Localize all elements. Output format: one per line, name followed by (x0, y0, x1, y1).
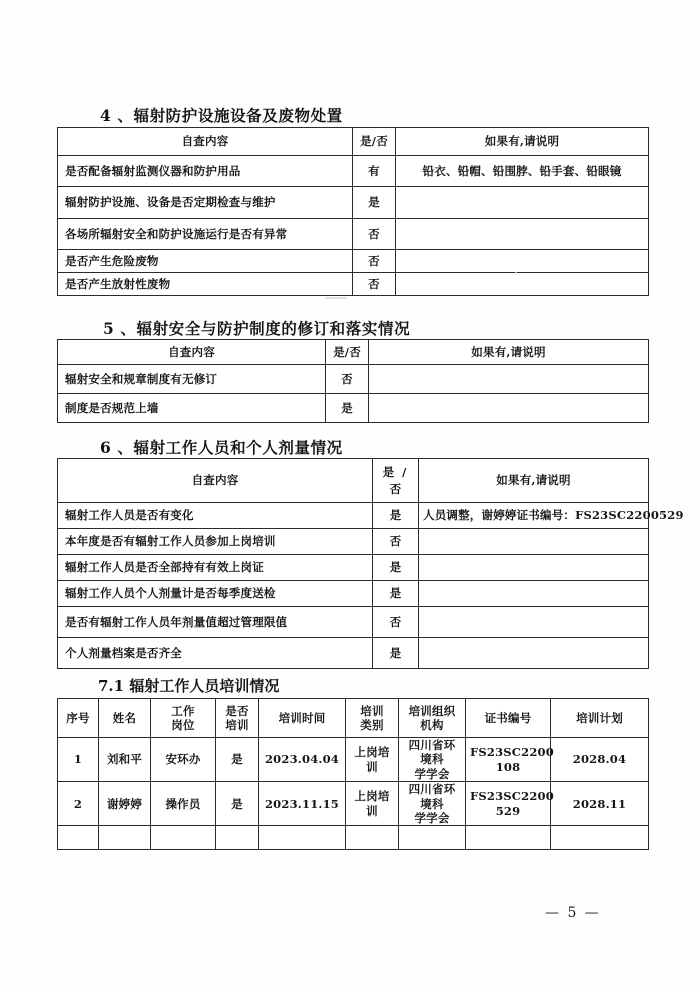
row-item: 辐射工作人员个人剂量计是否每季度送检 (58, 581, 373, 607)
cell-type-line2: 训 (366, 759, 378, 774)
col-header-yesno: 是/否 (353, 128, 396, 156)
cell-index: 1 (58, 738, 99, 782)
table-row (58, 826, 649, 850)
cell-cert-line1: FS23SC2200 (470, 789, 554, 804)
scan-speck (515, 272, 517, 274)
section-4-heading: 4 、辐射防护设施设备及废物处置 (100, 106, 343, 125)
cell-cert-line2: 108 (495, 759, 521, 774)
row-item: 制度是否规范上墙 (58, 394, 326, 423)
row-note (396, 250, 649, 273)
row-answer: 是 (373, 581, 419, 607)
row-item: 是否配备辐射监测仪器和防护用品 (58, 156, 353, 187)
table-row (58, 273, 649, 296)
row-item: 是否产生危险废物 (58, 250, 353, 273)
col-header-post-line1: 工作 (171, 703, 195, 718)
col-header-type-line1: 培训 (360, 703, 384, 718)
table-row (58, 394, 649, 423)
row-note (396, 219, 649, 250)
col-header-note: 如果有,请说明 (396, 128, 649, 156)
row-note (419, 638, 649, 669)
cell-type (346, 826, 399, 850)
section-6-table (57, 458, 684, 669)
table-row (58, 782, 649, 826)
cell-type-line2: 训 (366, 803, 378, 818)
section-4-table (57, 127, 649, 296)
table-row (58, 187, 649, 219)
col-header-post-line2: 岗位 (171, 718, 195, 732)
col-header-post (151, 699, 216, 738)
row-note: 人员调整，谢婷婷证书编号：FS23SC2200529 (419, 503, 649, 529)
col-header-time: 培训时间 (259, 699, 346, 738)
col-header-org-line2: 机构 (420, 718, 444, 732)
cell-plan (551, 826, 649, 850)
row-note (396, 187, 649, 219)
table-row (58, 529, 649, 555)
col-header-no: 否 (389, 481, 402, 496)
cell-cert-line1: FS23SC2200 (470, 745, 554, 760)
col-header-note: 如果有,请说明 (419, 459, 649, 503)
col-header-org (399, 699, 466, 738)
table-row (58, 365, 649, 394)
cell-org-line1: 四川省环境科 (408, 782, 456, 811)
row-note (419, 581, 649, 607)
cell-org (399, 826, 466, 850)
row-item: 辐射工作人员是否有变化 (58, 503, 373, 529)
cell-type (346, 782, 399, 826)
col-header-org-line1: 培训组织 (408, 703, 456, 718)
row-note (419, 607, 649, 638)
cell-name: 谢婷婷 (99, 782, 151, 826)
col-header-item: 自查内容 (58, 128, 353, 156)
cell-org (399, 782, 466, 826)
col-header-trained-line2: 培训 (225, 718, 249, 732)
row-item: 辐射工作人员是否全部持有有效上岗证 (58, 555, 373, 581)
col-header-plan: 培训计划 (551, 699, 649, 738)
row-answer: 是 (326, 394, 369, 423)
row-item: 辐射防护设施、设备是否定期检查与维护 (58, 187, 353, 219)
table-row (58, 156, 649, 187)
cell-plan: 2028.11 (551, 782, 649, 826)
cell-post: 操作员 (151, 782, 216, 826)
row-note (396, 273, 649, 296)
table-row (58, 738, 649, 782)
cell-time: 2023.04.04 (259, 738, 346, 782)
col-header-name: 姓名 (99, 699, 151, 738)
row-item: 是否有辐射工作人员年剂量值超过管理限值 (58, 607, 373, 638)
cell-cert-line2: 529 (495, 803, 521, 818)
scan-smudge (325, 297, 347, 299)
table-row (58, 503, 649, 529)
section-6-heading: 6 、辐射工作人员和个人剂量情况 (100, 438, 343, 457)
row-answer: 有 (353, 156, 396, 187)
cell-index (58, 826, 99, 850)
table-header-row (58, 459, 649, 503)
row-answer: 否 (373, 529, 419, 555)
row-note (369, 394, 649, 423)
row-item: 个人剂量档案是否齐全 (58, 638, 373, 669)
cell-org-line2: 学学会 (414, 810, 450, 825)
row-item: 各场所辐射安全和防护设施运行是否有异常 (58, 219, 353, 250)
row-item: 辐射安全和规章制度有无修订 (58, 365, 326, 394)
row-note (419, 529, 649, 555)
cell-cert (466, 738, 554, 782)
col-header-item: 自查内容 (58, 459, 373, 503)
cell-trained: 是 (216, 782, 259, 826)
cell-post: 安环办 (151, 738, 216, 782)
row-answer: 是 (353, 187, 396, 219)
table-header-row (58, 128, 649, 156)
cell-name (99, 826, 151, 850)
col-header-index: 序号 (58, 699, 99, 738)
cell-org-line2: 学学会 (414, 766, 450, 781)
table-row (58, 581, 649, 607)
cell-trained: 是 (216, 738, 259, 782)
table-row (58, 555, 649, 581)
row-answer: 否 (353, 250, 396, 273)
col-header-trained-line1: 是否 (225, 703, 249, 718)
cell-trained (216, 826, 259, 850)
section-71-heading: 7.1 辐射工作人员培训情况 (98, 677, 280, 695)
col-header-item: 自查内容 (58, 340, 326, 365)
cell-plan: 2028.04 (551, 738, 649, 782)
table-header-row (58, 699, 649, 738)
row-answer: 否 (373, 607, 419, 638)
row-answer: 否 (326, 365, 369, 394)
col-header-note: 如果有,请说明 (369, 340, 649, 365)
col-header-type (346, 699, 399, 738)
row-note (419, 555, 649, 581)
page-number: — 5 — (545, 905, 601, 921)
table-row (58, 250, 649, 273)
col-header-trained (216, 699, 259, 738)
section-5-table (57, 339, 649, 423)
cell-post (151, 826, 216, 850)
cell-name: 刘和平 (99, 738, 151, 782)
cell-index: 2 (58, 782, 99, 826)
section-71-training-table (57, 698, 649, 850)
row-answer: 是 (373, 555, 419, 581)
cell-cert (466, 782, 554, 826)
table-row (58, 607, 649, 638)
col-header-type-line2: 类别 (360, 718, 384, 732)
cell-type-line1: 上岗培 (354, 789, 390, 804)
row-answer: 否 (353, 273, 396, 296)
row-answer: 否 (353, 219, 396, 250)
cell-org (399, 738, 466, 782)
row-answer: 是 (373, 638, 419, 669)
table-row (58, 638, 649, 669)
row-answer: 是 (373, 503, 419, 529)
cell-type (346, 738, 399, 782)
cell-cert (466, 826, 551, 850)
col-header-cert: 证书编号 (466, 699, 551, 738)
row-item: 是否产生放射性废物 (58, 273, 353, 296)
section-5-heading: 5 、辐射安全与防护制度的修订和落实情况 (103, 319, 411, 338)
table-header-row (58, 340, 649, 365)
row-item: 本年度是否有辐射工作人员参加上岗培训 (58, 529, 373, 555)
cell-type-line1: 上岗培 (354, 745, 390, 760)
row-note: 铅衣、铅帽、铅围脖、铅手套、铅眼镜 (396, 156, 649, 187)
row-note (369, 365, 649, 394)
cell-org-line1: 四川省环境科 (408, 738, 456, 767)
cell-time: 2023.11.15 (259, 782, 346, 826)
col-header-yesno (373, 459, 419, 503)
col-header-yes: 是 / (382, 464, 409, 479)
table-row (58, 219, 649, 250)
cell-time (259, 826, 346, 850)
col-header-yesno: 是/否 (326, 340, 369, 365)
